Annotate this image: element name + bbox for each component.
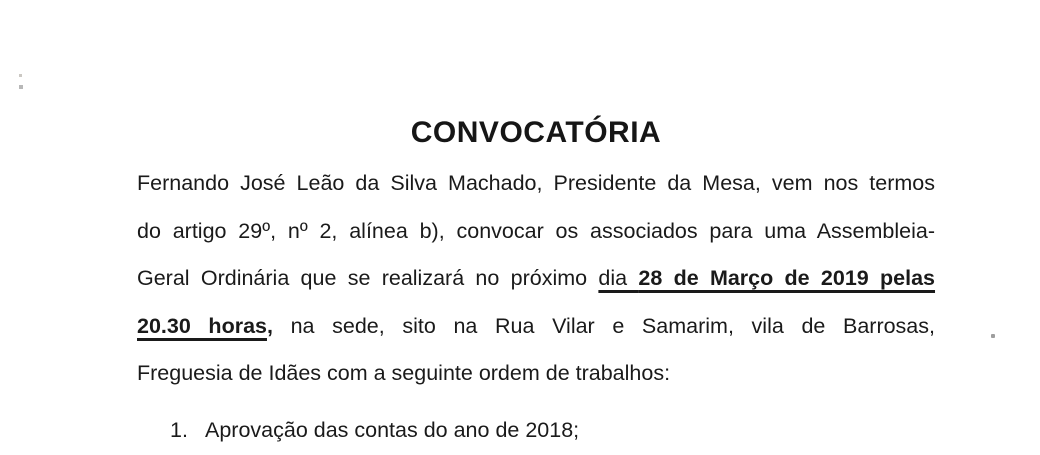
paragraph-line [137,160,935,208]
scan-artifact-right [991,334,995,338]
text-run: 20.30 horas [137,313,267,338]
agenda-item-text: Aprovação das contas do ano de 2018; [205,418,580,442]
paragraph-line [137,350,935,398]
text-run: dia [598,266,639,290]
text-run: do artigo 29º, nº 2, alínea b), convocar os associados para uma Assembleia- [137,218,935,243]
text-run: , [266,313,273,338]
scan-speck-icon [19,85,23,89]
scan-artifact-left [18,73,23,93]
agenda-item-number: 1. [170,418,188,442]
text-run: Geral Ordinária que se realizará no próximo [137,266,599,290]
scan-speck-icon [19,74,22,77]
paragraph-line [137,208,935,256]
text-run: Freguesia de Idães com a seguinte ordem de trabalhos: [137,361,671,385]
document-title: CONVOCATÓRIA [410,116,662,150]
paragraph [137,160,935,398]
text-run: 28 de Março de 2019 pelas [638,266,936,290]
text-run: na sede, sito na Rua Vilar e Samarim, vila de Barrosas, [272,313,935,338]
paragraph-line [137,303,935,351]
text-run: Fernando José Leão da Silva Machado, Presidente da Mesa, vem nos termos [137,171,935,195]
paragraph-line [137,255,935,303]
agenda-item [170,407,579,455]
